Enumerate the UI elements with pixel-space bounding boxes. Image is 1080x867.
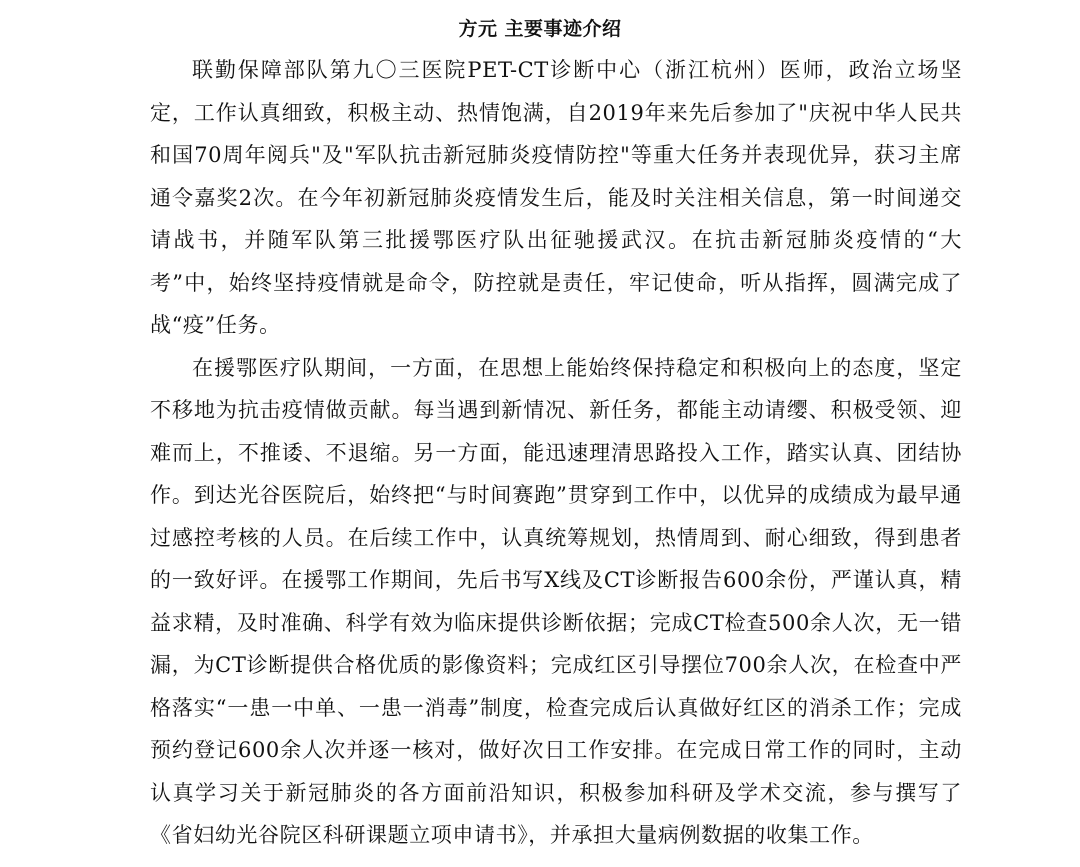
document-title: 方元 主要事迹介绍 <box>458 18 622 40</box>
paragraph-intro: 联勤保障部队第九〇三医院PET-CT诊断中心（浙江杭州）医师，政治立场坚定，工作认真细致，积极主动、热情饱满，自2019年来先后参加了"庆祝中华人民共和国70周年阅兵"及"军队抗击新冠肺炎疫情防控"等重大任务并表现优异，获习主席通令嘉奖2次。在今年初新冠肺炎疫情发生后，能及时关注相关信息，第一时间递交请战书，并随军队第三批援鄂医疗队出征驰援武汉。在抗击新冠肺炎疫情的“大考”中，始终坚持疫情就是命令，防控就是责任，牢记使命，听从指挥，圆满完成了战“疫”任务。 <box>150 58 962 337</box>
document-body <box>150 49 962 857</box>
paragraph-wuhan-service: 在援鄂医疗队期间，一方面，在思想上能始终保持稳定和积极向上的态度，坚定不移地为抗击疫情做贡献。每当遇到新情况、新任务，都能主动请缨、积极受领、迎难而上，不推诿、不退缩。另一方面，能迅速理清思路投入工作，踏实认真、团结协作。到达光谷医院后，始终把“与时间赛跑”贯穿到工作中，以优异的成绩成为最早通过感控考核的人员。在后续工作中，认真统筹规划，热情周到、耐心细致，得到患者的一致好评。在援鄂工作期间，先后书写X线及CT诊断报告600余份，严谨认真，精益求精，及时准确、科学有效为临床提供诊断依据；完成CT检查500余人次，无一错漏，为CT诊断提供合格优质的影像资料；完成红区引导摆位700余人次，在检查中严格落实“一患一中单、一患一消毒”制度，检查完成后认真做好红区的消杀工作；完成预约登记600余人次并逐一核对，做好次日工作安排。在完成日常工作的同时，主动认真学习关于新冠肺炎的各方面前沿知识，积极参加科研及学术交流，参与撰写了《省妇幼光谷院区科研课题立项申请书》，并承担大量病例数据的收集工作。 <box>150 355 962 847</box>
